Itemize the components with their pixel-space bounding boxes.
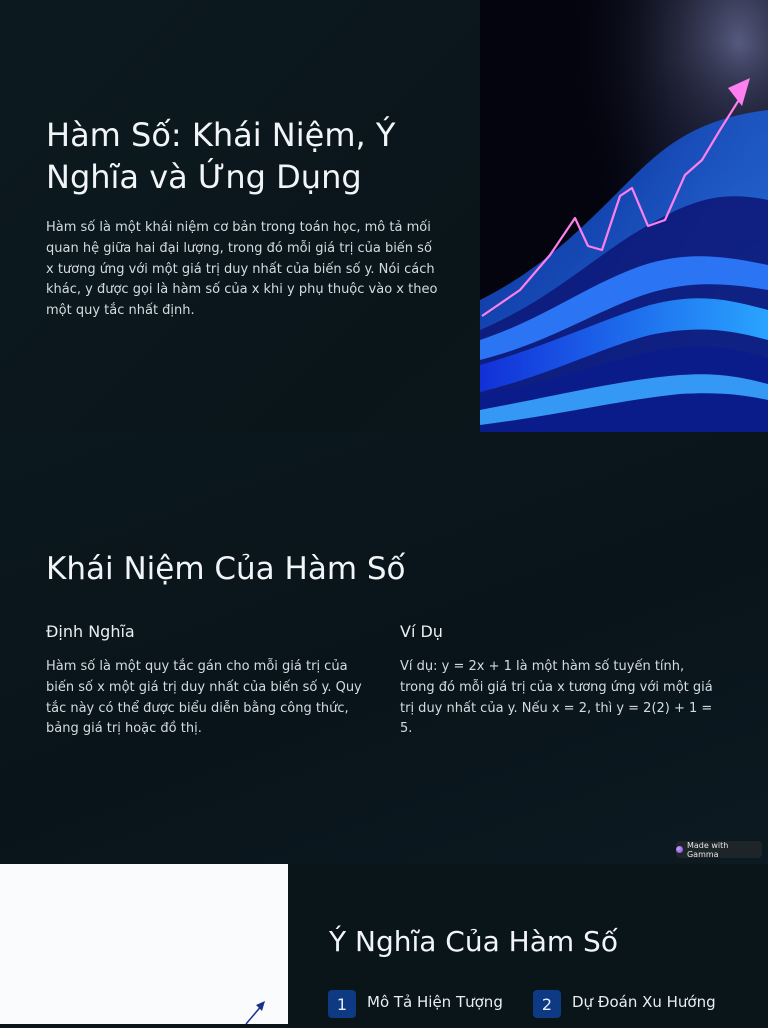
item-label-describe: Mô Tả Hiện Tượng: [367, 993, 503, 1011]
slide-concept: [0, 432, 768, 864]
example-heading: Ví Dụ: [400, 622, 443, 641]
definition-heading: Định Nghĩa: [46, 622, 135, 641]
made-with-gamma-badge[interactable]: [676, 841, 762, 858]
item-label-predict: Dự Đoán Xu Hướng: [572, 993, 716, 1011]
intro-paragraph: Hàm số là một khái niệm cơ bản trong toán học, mô tả mối quan hệ giữa hai đại lượng, trong đó mỗi giá trị của biến số x tương ứng với một giá trị duy nhất của biến số y. Nói cách khác, y được gọi là hàm số của x khi y phụ thuộc vào x theo một quy tắc nhất định.: [46, 220, 438, 319]
page-title: Hàm Số: Khái Niệm, Ý Nghĩa và Ứng Dụng: [46, 116, 396, 196]
item-number-badge: 1: [328, 990, 356, 1018]
meaning-illustration: [0, 864, 288, 1024]
example-text: Ví dụ: y = 2x + 1 là một hàm số tuyến tính, trong đó mỗi giá trị của x tương ứng với một giá trị duy nhất của y. Nếu x = 2, thì y = 2(2) + 1 = 5.: [400, 659, 713, 737]
hero-image: [480, 0, 768, 432]
section-title-concept: Khái Niệm Của Hàm Số: [46, 551, 406, 587]
slide-title: [0, 0, 768, 432]
section-title-meaning: Ý Nghĩa Của Hàm Số: [329, 925, 618, 958]
item-number-badge: 2: [533, 990, 561, 1018]
definition-text: Hàm số là một quy tắc gán cho mỗi giá trị của biến số x một giá trị duy nhất của biến số y. Quy tắc này có thể được biểu diễn bằng công thức, bảng giá trị hoặc đồ thị.: [46, 659, 362, 737]
badge-label: Made with Gamma: [686, 840, 729, 859]
wave-graph-illustration: [480, 0, 768, 432]
gamma-logo-icon: [676, 846, 683, 853]
